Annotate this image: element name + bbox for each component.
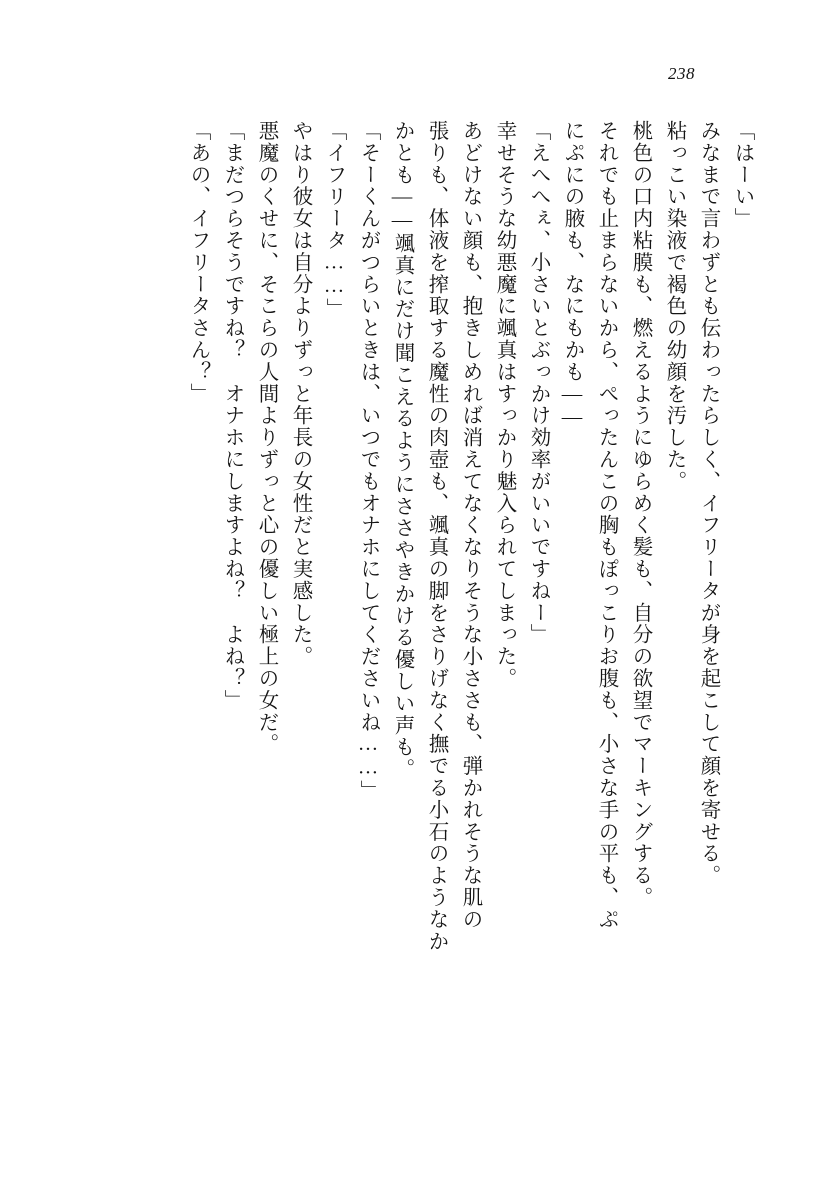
text-line: 「イフリータ……」 [323, 120, 345, 321]
text-line: かとも——颯真にだけ聞こえるようにささやきかける優しい声も。 [391, 120, 413, 780]
text-line: 幸せそうな幼悪魔に颯真はすっかり魅入られてしまった。 [493, 120, 515, 690]
text-line: 悪魔のくせに、そこらの人間よりずっと心の優しい極上の女だ。 [255, 120, 277, 756]
text-line: みなまで言わずとも伝わったらしく、イフリータが身を起こして顔を寄せる。 [697, 120, 719, 887]
text-line: 粘っこい染液で褐色の幼顔を汚した。 [663, 120, 685, 493]
text-line: 張りも、体液を搾取する魔性の肉壺も、颯真の脚をさりげなく撫でる小石のようなか [425, 120, 447, 953]
page-number: 238 [668, 64, 695, 83]
text-line: 「えへへぇ、小さいとぶっかけ効率がいいですねー」 [527, 120, 549, 646]
text-line: 「はーい」 [731, 120, 753, 230]
text-line: にぷにの腋も、なにもかも—— [561, 120, 583, 430]
text-line: 「まだつらそうですね？ オナホにしますよね？ よね？」 [221, 120, 243, 712]
vertical-text-body [75, 120, 752, 1112]
text-line: やはり彼女は自分よりずっと年長の女性だと実感した。 [289, 120, 311, 668]
text-line: 「あの、イフリータさん？」 [187, 120, 209, 405]
text-line: それでも止まらないから、ぺったんこの胸もぽっこりお腹も、小さな手の平も、ぷ [595, 120, 617, 931]
text-line: 桃色の口内粘膜も、燃えるようにゆらめく髪も、自分の欲望でマーキングする。 [629, 120, 651, 909]
text-line: 「そーくんがつらいときは、いつでもオナホにしてくださいね……」 [357, 120, 379, 802]
text-line: あどけない顔も、抱きしめれば消えてなくなりそうな小ささも、弾かれそうな肌の [459, 120, 481, 931]
